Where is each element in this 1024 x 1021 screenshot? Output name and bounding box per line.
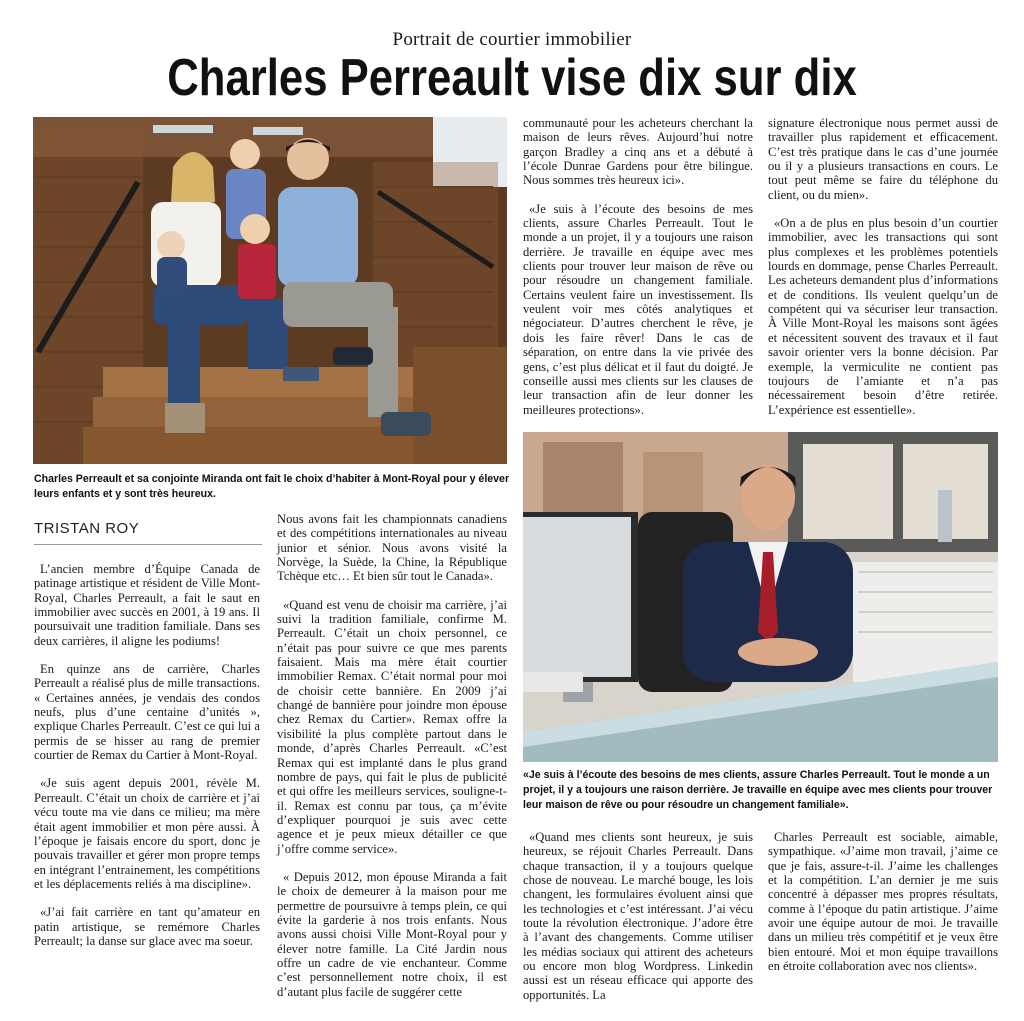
paragraph: «Je suis à l’écoute des besoins de mes clients, assure Charles Perreault. Tout le monde a un projet, il y a toujours une raison derrière. Je travaille en équipe avec mes clients pour trouver leur maison de rêve ou pour résoudre un changement familiale. Certains veulent faire un investissement. Ils veulent voir mes côtés analytiques et négociateur. D’autres cherchent le rêve, je dois les faire rêver! Dans le cas de séparation, on entre dans la vie privée des gens, c’est plus délicat et il faut du doigté. Je conseille aussi mes clients sur les clauses de leur transaction afin de leur donner les meilleures protections». [523, 201, 753, 417]
paragraph: En quinze ans de carrière, Charles Perreault a réalisé plus de mille transactions. « Certaines années, je vendais des condos neufs, plus d’une centaine d’unités », explique Charles Perreault. C’est ce qui lui a permis de se hisser au rang de premier courtier de Remax du Cartier à Mont-Royal. [34, 662, 260, 763]
family-photo [33, 117, 507, 464]
article-column-4-top [768, 116, 998, 431]
paragraph: «On a de plus en plus besoin d’un courtier immobilier, avec les transactions qui sont plus complexes et les problèmes potentiels lourds en dommage, pense Charles Perreault. Les acheteurs demandent plus d’informations et de conditions. Ils veulent quelqu’un de compétent qui va sécuriser leur transaction. À Ville Mont-Royal les maisons sont âgées et nécessitent souvent des travaux et il faut savoir orienter vers la bonne décision. Par exemple, la vermiculite ne contient pas toujours de l’amiante et n’a pas nécessairement besoin d’être retirée. L’expérience est essentielle». [768, 216, 998, 417]
article-column-2 [277, 512, 507, 1013]
article-column-4-bottom [768, 830, 998, 987]
office-photo-caption: «Je suis à l’écoute des besoins de mes clients, assure Charles Perreault. Tout le monde a un projet, il y a toujours une raison derrière. Je travaille en équipe avec mes clients pour trouver leur maison de rêve ou pour résoudre un changement familiale». [523, 769, 993, 811]
article-column-1 [34, 562, 260, 962]
article-column-3-bottom [523, 830, 753, 1016]
paragraph: «J’ai fait carrière en tant qu’amateur en patin artistique, se remémore Charles Perreault; la danse sur glace avec ma soeur. [34, 905, 260, 948]
paragraph: Nous avons fait les championnats canadiens et des compétitions internationales au niveau junior et sénior. Nous avons visité la Norvège, la Suède, la Chine, la République Tchèque etc… Et bien sûr tout le Canada». [277, 512, 507, 584]
article-column-3-top [523, 116, 753, 431]
paragraph: «Je suis agent depuis 2001, révèle M. Perreault. C’était un choix de carrière et j’ai vécu toute ma vie dans ce milieu; ma mère était agent immobilier et mon père aussi. À l’époque je faisais encore du sport, donc je pouvais travailler et gérer mon propre temps en intégrant l’entrainement, les compétitions et les déplacements reliés à ma discipline». [34, 776, 260, 891]
article-kicker: Portrait de courtier immobilier [392, 29, 632, 50]
paragraph: Charles Perreault est sociable, aimable, sympathique. «J’aime mon travail, j’aime ce que je fais, assure-t-il. J’aime les challenges et la compétition. L’an dernier je me suis concentré à dépasser mes propres résultats, comme à l’époque du patin artistique. J’aime avoir une équipe autour de moi. Je travaille dans un milieu très compétitif et je veux être bien entouré. Moi et mon équipe travaillons en étroite collaboration avec nos clients». [768, 830, 998, 974]
byline-rule [34, 544, 262, 545]
paragraph: «Quand mes clients sont heureux, je suis heureux, se réjouit Charles Perreault. Dans chaque transaction, il y a toujours quelque chose de nouveau. Le marché bouge, les lois changent, les formulaires évoluent ainsi que les technologies et c’est intéressant. J’ai vécu toute la révolution électronique. J’adore être à l’avant des changements. Comme utiliser les médias sociaux qui attirent des acheteurs ou encore mon blog Wordpress. Linkedin aussi est un réseau efficace qui apporte des opportunités. La [523, 830, 753, 1002]
paragraph: «Quand est venu de choisir ma carrière, j’ai suivi la tradition familiale, confirme M. Perreault. C’était un choix personnel, ce n’était pas pour suivre ce que mes parents faisaient. Mais ma mère était courtier immobilier Remax. C’était normal pour moi de choisir cette bannière. En 2009 j’ai changé de bannière pour joindre mon épouse chez Remax du Cartier». Remax offre la visibilité la plus complète partout dans le monde, d’après Charles Perreault. «C’est Remax qui est implanté dans le plus grand nombre de pays, qui fait le plus de publicité et qui offre les meilleurs services, souligne-t-il. Remax est connu par tous, ça m’évite d’expliquer pourquoi je suis avec cette agence et je peux mieux détailler ce que j’offre comme service». [277, 597, 507, 856]
paragraph: signature électronique nous permet aussi de travailler plus rapidement et efficacement. C’est très pratique dans le cas d’une journée ou il y a plusieurs transactions en cours. Le tout peut même se faire du téléphone du client, ou du mien». [768, 116, 998, 202]
paragraph: communauté pour les acheteurs cherchant la maison de leurs rêves. Aujourd’hui notre garçon Bradley a cinq ans et a débuté à l’école Dunrae Gardens pour être bilingue. Nous sommes très heureux ici». [523, 116, 753, 188]
family-photo-illustration [33, 117, 507, 464]
office-photo-illustration [523, 432, 998, 762]
article-headline: Charles Perreault vise dix sur dix [167, 49, 857, 107]
office-photo [523, 432, 998, 762]
byline: TRISTAN ROY [34, 520, 140, 537]
family-photo-caption: Charles Perreault et sa conjointe Miranda ont fait le choix d’habiter à Mont-Royal pour y élever leurs enfants et y sont très heureux. [34, 473, 510, 500]
paragraph: « Depuis 2012, mon épouse Miranda a fait le choix de demeurer à la maison pour me permettre de poursuivre à temps plein, ce qui évite la garderie à nos trois enfants. Nous avons aussi choisi Ville Mont-Royal pour y élever notre famille. La Cité Jardin nous offre un cadre de vie enchanteur. Comme c’est personnellement notre choix, il est d’autant plus facile de suggérer cette [277, 869, 507, 999]
paragraph: L’ancien membre d’Équipe Canada de patinage artistique et résident de Ville Mont-Royal, Charles Perreault, a fait le saut en immobilier avec succès en 2001, à 19 ans. Il poursuivait une tradition familiale. Dans ses deux carrières, il aligne les podiums! [34, 562, 260, 648]
